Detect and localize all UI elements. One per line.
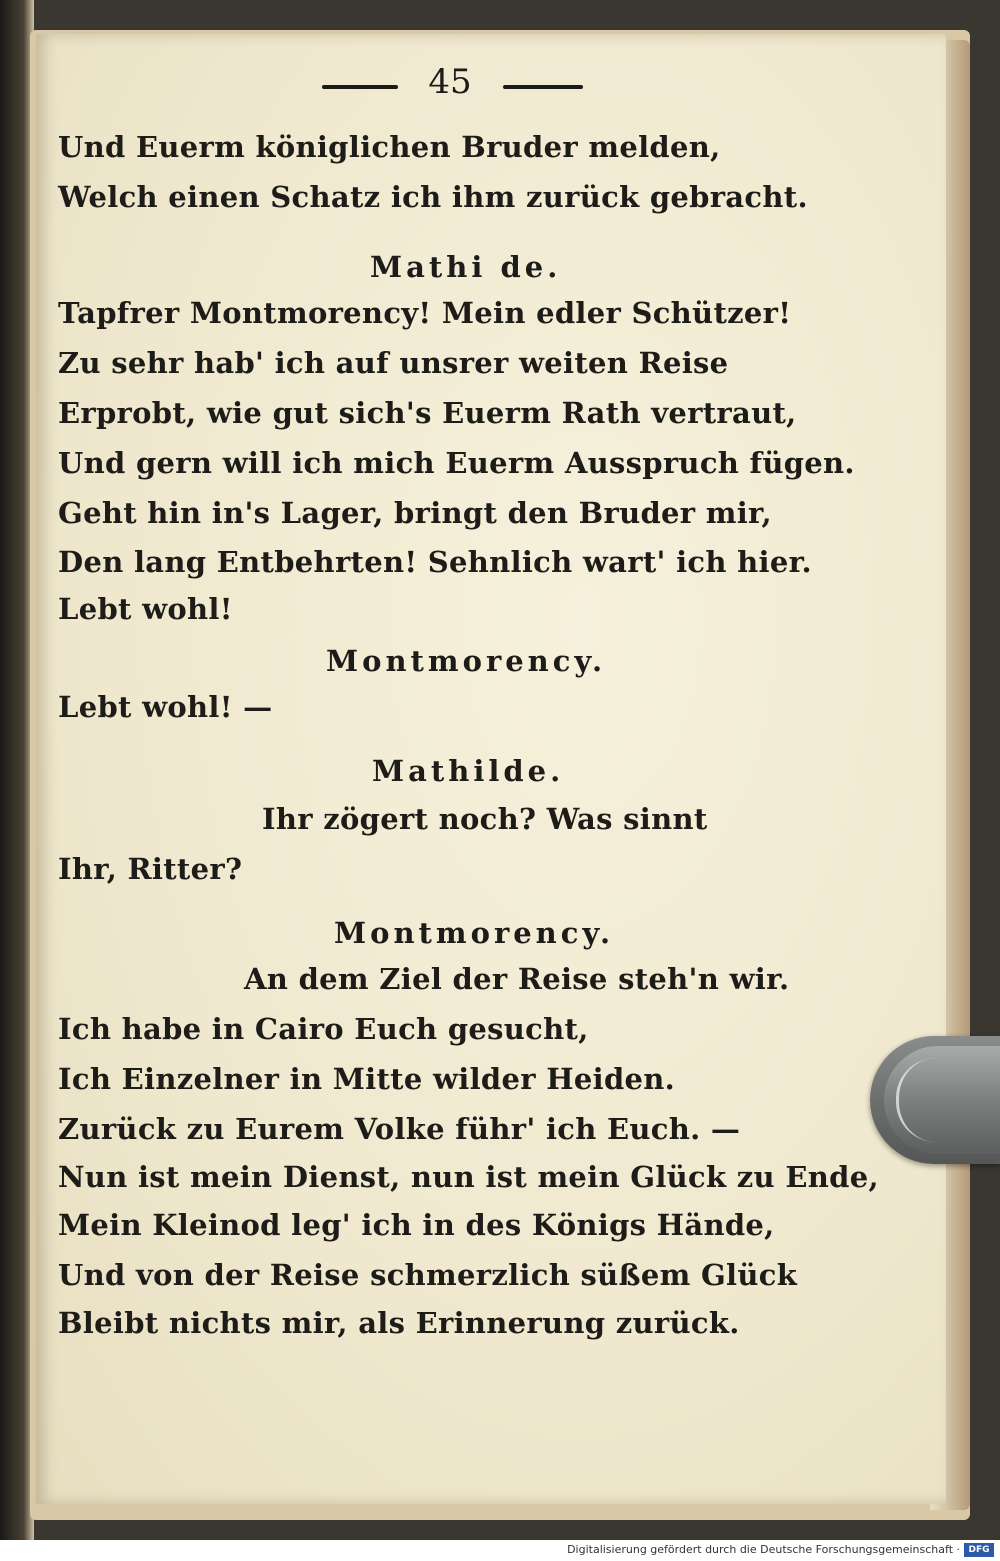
verse-line: Und von der Reise schmerzlich süßem Glück bbox=[58, 1258, 798, 1292]
verse-line: Und Euerm königlichen Bruder melden, bbox=[58, 130, 721, 164]
verse-line: Und gern will ich mich Euerm Ausspruch fügen. bbox=[58, 446, 855, 480]
verse-line: Ihr, Ritter? bbox=[58, 852, 243, 886]
speaker-name: Mathilde. bbox=[372, 754, 565, 788]
verse-line: Lebt wohl! bbox=[58, 592, 233, 626]
verse-line: Zu sehr hab' ich auf unsrer weiten Reise bbox=[58, 346, 729, 380]
verse-line: Zurück zu Eurem Volke führ' ich Euch. — bbox=[58, 1112, 741, 1146]
verse-line: Den lang Entbehrten! Sehnlich wart' ich hier. bbox=[58, 545, 812, 579]
verse-line: Ihr zögert noch? Was sinnt bbox=[262, 802, 708, 836]
header-rule-right bbox=[503, 85, 583, 89]
verse-line: Tapfrer Montmorency! Mein edler Schützer! bbox=[58, 296, 792, 330]
verse-line: Ich habe in Cairo Euch gesucht, bbox=[58, 1012, 589, 1046]
page-header bbox=[0, 62, 1000, 112]
book-spine-shadow bbox=[0, 0, 34, 1540]
speaker-name: Mathi de. bbox=[370, 250, 562, 284]
page-clip bbox=[870, 1036, 1000, 1164]
page-number: 45 bbox=[428, 62, 472, 102]
dfg-logo: DFG bbox=[964, 1543, 994, 1557]
verse-line: Bleibt nichts mir, als Erinnerung zurück. bbox=[58, 1306, 740, 1340]
verse-line: Erprobt, wie gut sich's Euerm Rath vertraut, bbox=[58, 396, 797, 430]
verse-line: Welch einen Schatz ich ihm zurück gebracht. bbox=[58, 180, 808, 214]
verse-line: Lebt wohl! — bbox=[58, 690, 273, 724]
footer-credit: Digitalisierung gefördert durch die Deutsche Forschungsgemeinschaft · bbox=[567, 1543, 960, 1556]
verse-line: An dem Ziel der Reise steh'n wir. bbox=[244, 962, 790, 996]
header-rule-left bbox=[322, 85, 398, 89]
verse-line: Mein Kleinod leg' ich in des Königs Hände, bbox=[58, 1208, 775, 1242]
footer-bar bbox=[0, 1540, 1000, 1561]
speaker-name: Montmorency. bbox=[326, 644, 607, 678]
verse-line: Nun ist mein Dienst, nun ist mein Glück zu Ende, bbox=[58, 1160, 879, 1194]
speaker-name: Montmorency. bbox=[334, 916, 615, 950]
verse-line: Ich Einzelner in Mitte wilder Heiden. bbox=[58, 1062, 676, 1096]
verse-line: Geht hin in's Lager, bringt den Bruder mir, bbox=[58, 496, 772, 530]
